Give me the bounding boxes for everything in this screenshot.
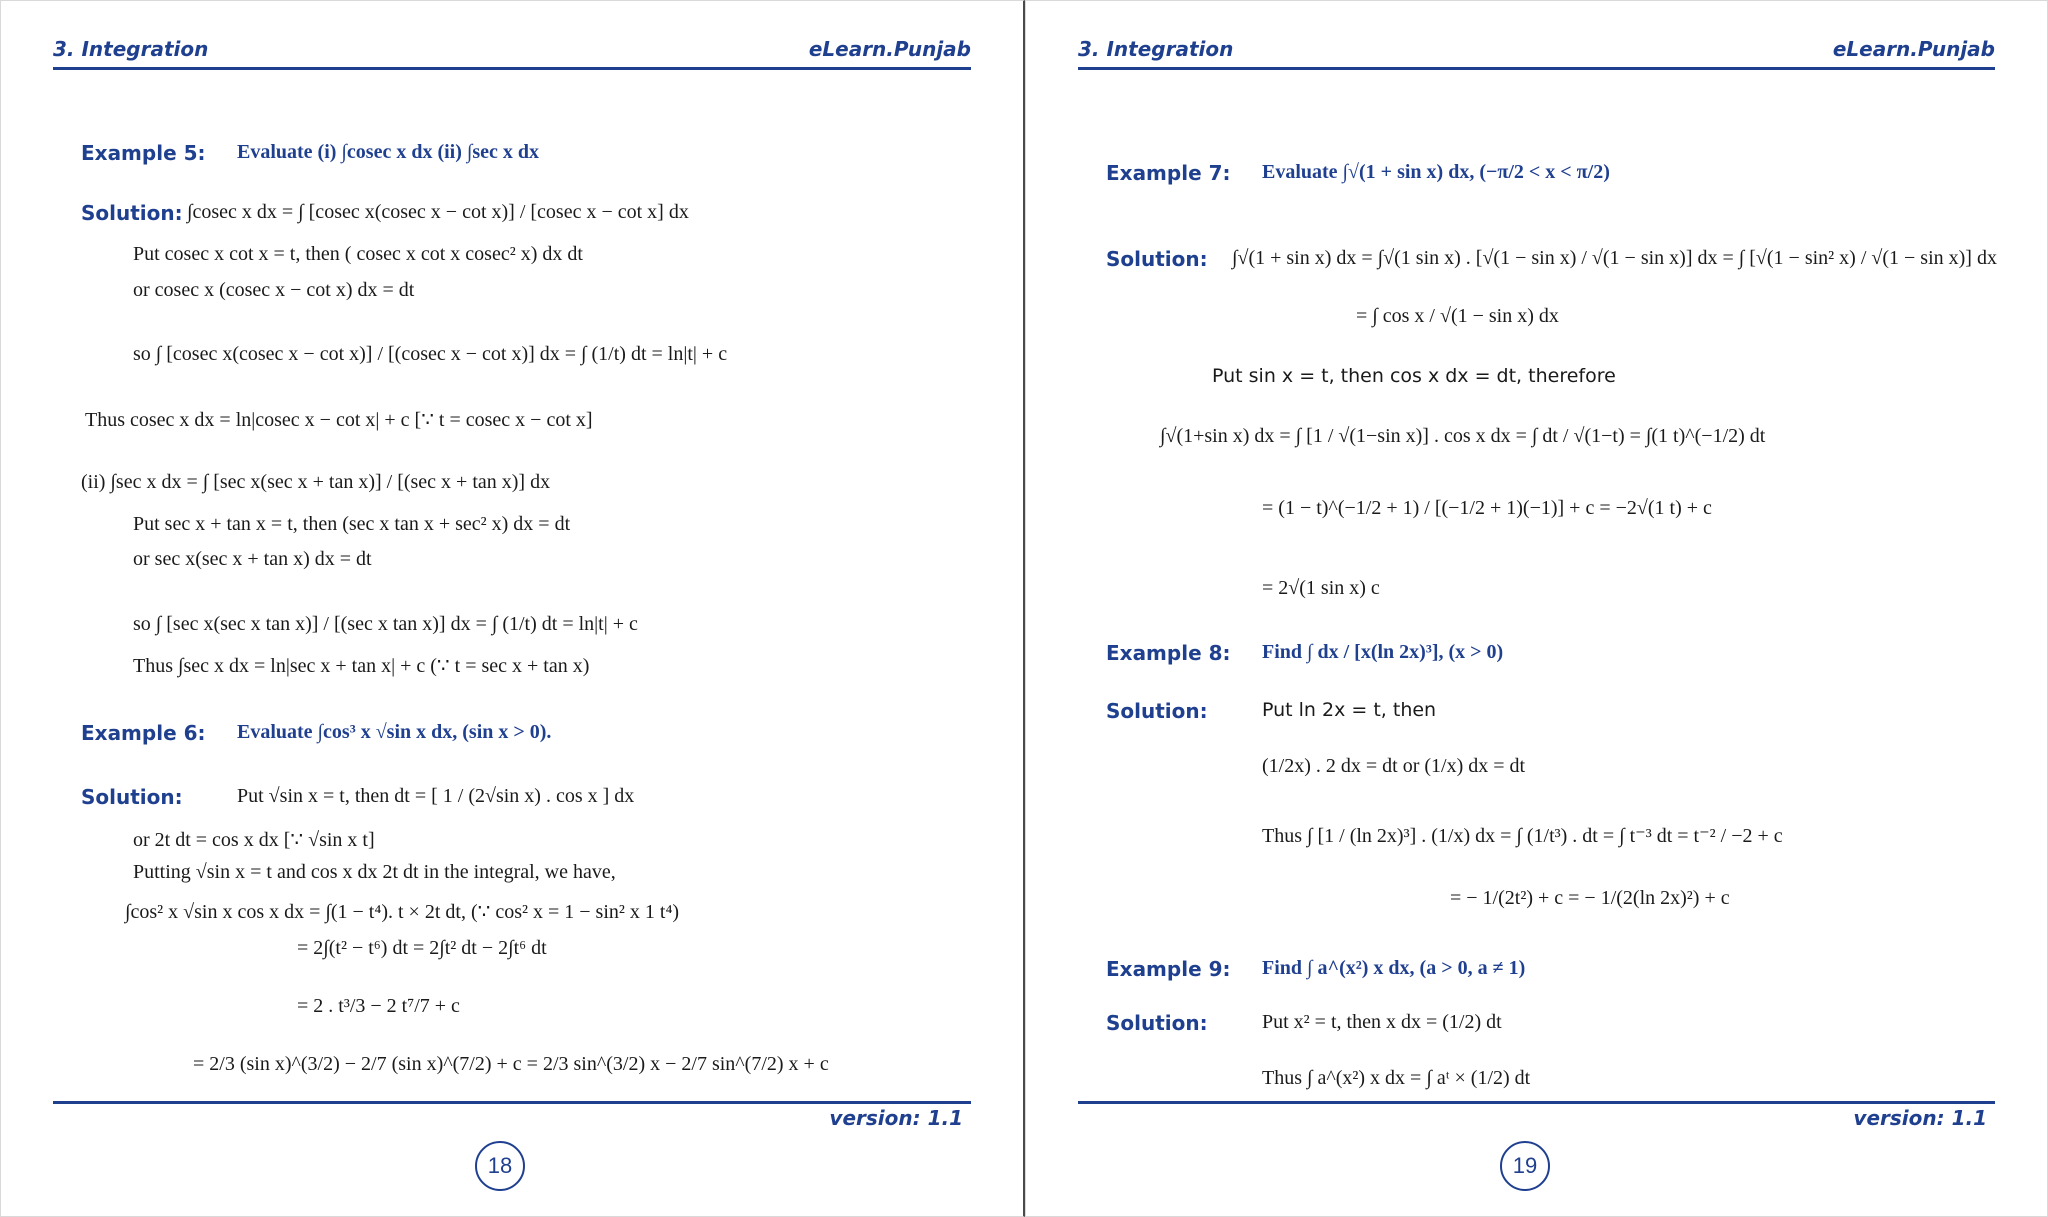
version-label: version: 1.1: [1853, 1106, 1987, 1130]
ex5-line-7: Put sec x + tan x = t, then (sec x tan x + sec² x) dx = dt: [133, 513, 571, 535]
page-footer: [53, 1101, 971, 1130]
ex5-line-10: Thus ∫sec x dx = ln|sec x + tan x| + c (∵ t = sec x + tan x): [133, 655, 590, 677]
ex5-line-5: Thus cosec x dx = ln|cosec x − cot x| + c [∵ t = cosec x − cot x]: [85, 409, 593, 431]
example-5-label: Example 5:: [81, 141, 206, 165]
page-header: [1078, 35, 1995, 70]
page-number-badge: 18: [475, 1141, 525, 1191]
ex7-line-6: = 2√(1 sin x) c: [1262, 577, 1380, 599]
page-header: [53, 35, 971, 70]
ex5-line-8: or sec x(sec x + tan x) dx = dt: [133, 548, 372, 570]
brand-name: eLearn.Punjab: [1832, 37, 1995, 61]
example-6-label: Example 6:: [81, 721, 206, 745]
ex5-line-6: (ii) ∫sec x dx = ∫ [sec x(sec x + tan x)] / [(sec x + tan x)] dx: [81, 471, 551, 493]
example-9-task: Find ∫ a^(x²) x dx, (a > 0, a ≠ 1): [1262, 957, 1526, 979]
example-9-solution-label: Solution:: [1106, 1011, 1208, 1035]
ex8-line-2: (1/2x) . 2 dx = dt or (1/x) dx = dt: [1262, 755, 1526, 777]
example-8-task: Find ∫ dx / [x(ln 2x)³], (x > 0): [1262, 641, 1504, 663]
ex8-line-3: Thus ∫ [1 / (ln 2x)³] . (1/x) dx = ∫ (1/t³) . dt = ∫ t⁻³ dt = t⁻² / −2 + c: [1262, 825, 1783, 847]
ex5-line-1: ∫cosec x dx = ∫ [cosec x(cosec x − cot x)] / [cosec x − cot x] dx: [187, 201, 689, 223]
page-right: [1025, 0, 2048, 1217]
version-label: version: 1.1: [829, 1106, 963, 1130]
ex9-line-1: Put x² = t, then x dx = (1/2) dt: [1262, 1011, 1502, 1033]
example-6-task: Evaluate ∫cos³ x √sin x dx, (sin x > 0).: [237, 721, 552, 743]
ex6-line-6: = 2 . t³/3 − 2 t⁷/7 + c: [297, 995, 460, 1017]
ex6-line-7: = 2/3 (sin x)^(3/2) − 2/7 (sin x)^(7/2) + c = 2/3 sin^(3/2) x − 2/7 sin^(7/2) x + c: [193, 1053, 829, 1075]
ex9-line-2: Thus ∫ a^(x²) x dx = ∫ aᵗ × (1/2) dt: [1262, 1067, 1531, 1089]
ex6-line-5: = 2∫(t² − t⁶) dt = 2∫t² dt − 2∫t⁶ dt: [297, 937, 547, 959]
example-7-task: Evaluate ∫√(1 + sin x) dx, (−π/2 < x < π/2): [1262, 161, 1610, 183]
example-7-label: Example 7:: [1106, 161, 1231, 185]
chapter-title: 3. Integration: [53, 37, 209, 61]
example-6-solution-label: Solution:: [81, 785, 183, 809]
ex8-line-4: = − 1/(2t²) + c = − 1/(2(ln 2x)²) + c: [1450, 887, 1730, 909]
page-number-badge: 19: [1500, 1141, 1550, 1191]
ex6-line-1: Put √sin x = t, then dt = [ 1 / (2√sin x) . cos x ] dx: [237, 785, 635, 807]
example-5-task: Evaluate (i) ∫cosec x dx (ii) ∫sec x dx: [237, 141, 540, 163]
example-5-solution-label: Solution:: [81, 201, 183, 225]
ex7-line-1: ∫√(1 + sin x) dx = ∫√(1 sin x) . [√(1 − sin x) / √(1 − sin x)] dx = ∫ [√(1 − sin² x) / √(1 − sin x)] dx: [1232, 247, 1997, 269]
ex7-line-2: = ∫ cos x / √(1 − sin x) dx: [1356, 305, 1559, 327]
example-8-solution-label: Solution:: [1106, 699, 1208, 723]
ex7-line-4: ∫√(1+sin x) dx = ∫ [1 / √(1−sin x)] . cos x dx = ∫ dt / √(1−t) = ∫(1 t)^(−1/2) dt: [1160, 425, 1766, 447]
ex6-line-3: Putting √sin x = t and cos x dx 2t dt in the integral, we have,: [133, 861, 616, 883]
chapter-title: 3. Integration: [1078, 37, 1234, 61]
ex6-line-4: ∫cos² x √sin x cos x dx = ∫(1 − t⁴). t × 2t dt, (∵ cos² x = 1 − sin² x 1 t⁴): [125, 901, 680, 923]
page-footer: [1078, 1101, 1995, 1130]
example-8-label: Example 8:: [1106, 641, 1231, 665]
brand-name: eLearn.Punjab: [808, 37, 971, 61]
example-9-label: Example 9:: [1106, 957, 1231, 981]
ex7-line-5: = (1 − t)^(−1/2 + 1) / [(−1/2 + 1)(−1)] + c = −2√(1 t) + c: [1262, 497, 1712, 519]
ex8-line-1: Put ln 2x = t, then: [1262, 699, 1437, 721]
ex7-line-3: Put sin x = t, then cos x dx = dt, therefore: [1212, 365, 1616, 387]
ex5-line-9: so ∫ [sec x(sec x tan x)] / [(sec x tan x)] dx = ∫ (1/t) dt = ln|t| + c: [133, 613, 638, 635]
example-7-solution-label: Solution:: [1106, 247, 1208, 271]
ex5-line-3: or cosec x (cosec x − cot x) dx = dt: [133, 279, 415, 301]
ex5-line-2: Put cosec x cot x = t, then ( cosec x cot x cosec² x) dx dt: [133, 243, 583, 265]
ex6-line-2: or 2t dt = cos x dx [∵ √sin x t]: [133, 829, 375, 851]
ex5-line-4: so ∫ [cosec x(cosec x − cot x)] / [(cosec x − cot x)] dx = ∫ (1/t) dt = ln|t| + c: [133, 343, 728, 365]
